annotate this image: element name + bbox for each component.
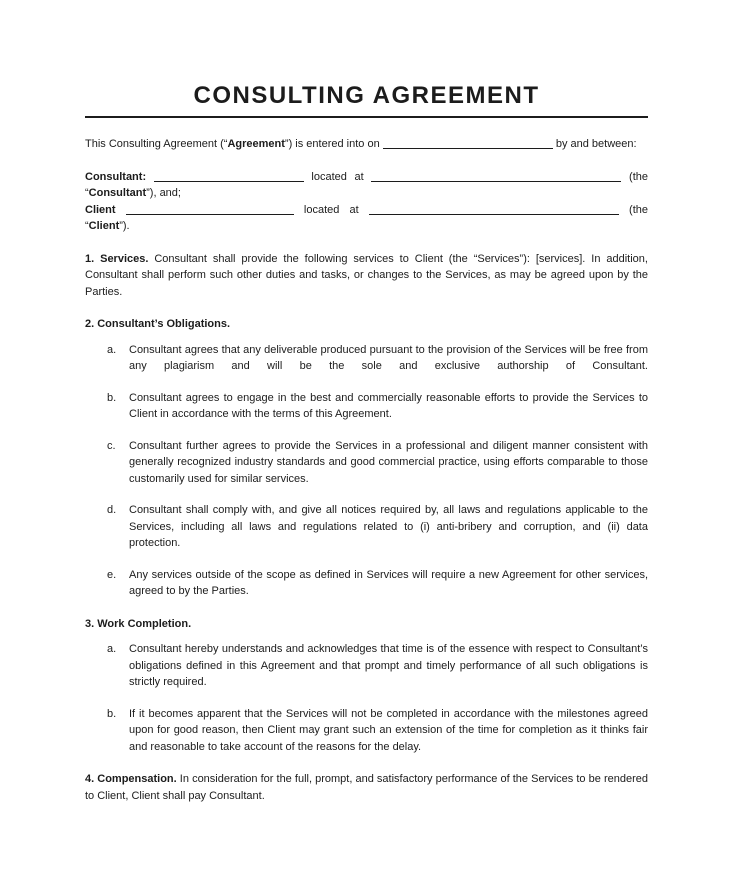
fill-in-blank [154, 169, 304, 182]
list-item-3a-marker: a. [107, 643, 117, 655]
list-item-2b-marker: b. [107, 391, 117, 404]
list-item-2e-text: Any services outside of the scope as defined in Services will require a new Agreement for other services, agreed to by the Parties. [129, 568, 648, 597]
list-item-3b-marker: b. [107, 707, 117, 720]
list-item-3b [107, 706, 648, 756]
paragraph-intro: This Consulting Agreement (“Agreement”) is entered into on by and between: [85, 138, 637, 150]
document-title: CONSULTING AGREEMENT [193, 82, 540, 109]
list-item-2c-marker: c. [107, 439, 116, 452]
section-3-heading: 3. Work Completion. [85, 617, 192, 630]
list-item-3a [107, 641, 648, 691]
list-item-3b-text: If it becomes apparent that the Services will not be completed in accordance with the milestones agreed upon for good reason, then Client may grant such an extension of the time for completion as it thinks fair and reasonable to take account of the reasons for the delay. [129, 707, 648, 753]
list-item-2a-marker: a. [107, 343, 117, 356]
fill-in-blank [126, 202, 294, 215]
paragraph-parties: Consultant: located at (the “Consultant”), and; Client located at (the “Client”). [85, 170, 648, 232]
list-item-2d-marker: d. [107, 504, 117, 516]
list-item-2e [107, 567, 648, 600]
list-item-2d-text: Consultant shall comply with, and give all notices required by, all laws and regulations applicable to the Services, including all laws and regulations related to (i) anti-bribery and corruption, and (ii) data protection. [129, 504, 648, 549]
section-4-compensation: 4. Compensation. In consideration for the full, prompt, and satisfactory performance of the Services to be rendered to Client, Client shall pay Consultant. [85, 773, 648, 802]
fill-in-blank [383, 136, 553, 149]
list-item-2e-marker: e. [107, 568, 117, 581]
list-item-2d [107, 502, 648, 552]
list-item-2b [107, 390, 648, 423]
section-1-services: 1. Services. Consultant shall provide the following services to Client (the “Services”): [services]. In addition, Consultant shall perform such other duties and tasks, or changes to the Services, as may be agreed upon by the Parties. [85, 252, 648, 298]
list-item-2b-text: Consultant agrees to engage in the best and commercially reasonable efforts to provide the Services to Client in accordance with the terms of this Agreement. [129, 391, 648, 420]
list-item-3a-text: Consultant hereby understands and acknowledges that time is of the essence with respect to Consultant’s obligations defined in this Agreement and that prompt and timely performance of all such obligations is strictly required. [129, 643, 648, 688]
list-item-2c [107, 438, 648, 488]
fill-in-blank [369, 202, 619, 215]
list-item-2a-text: Consultant agrees that any deliverable produced pursuant to the provision of the Services will be free from any plagiarism and will be the sole and exclusive authorship of Consultant. [129, 343, 648, 372]
section-2-heading: 2. Consultant’s Obligations. [85, 318, 231, 330]
document-body [85, 136, 648, 804]
title-rule [85, 116, 648, 118]
list-item-2a [107, 342, 648, 375]
fill-in-blank [371, 169, 621, 182]
list-item-2c-text: Consultant further agrees to provide the Services in a professional and diligent manner consistent with generally recognized industry standards and good commercial practice, using efforts comparable to those customarily used for similar services. [129, 439, 648, 485]
